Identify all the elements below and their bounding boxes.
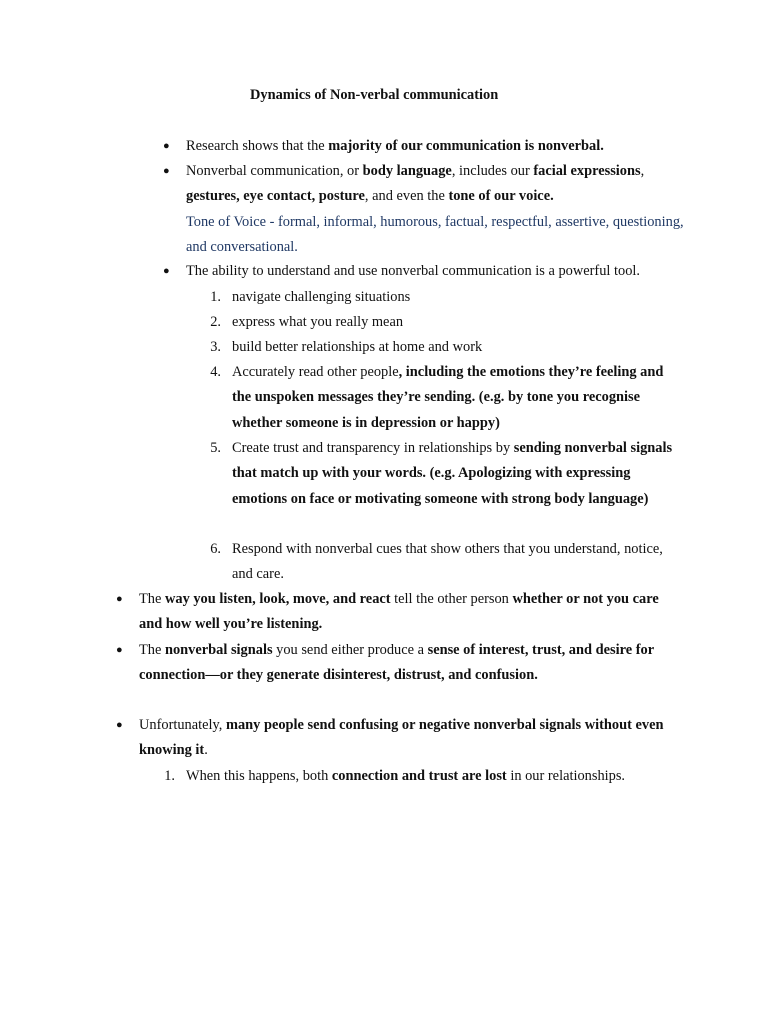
bullet-bold-text: facial expressions <box>533 163 641 179</box>
bullet-bold-text: way you listen, look, move, and react <box>164 591 391 607</box>
numbered-item <box>164 764 691 789</box>
item-text: Respond with nonverbal cues that show others that you understand, notice, and care. <box>232 541 663 583</box>
item-bold-text: connection and trust are lost <box>331 768 507 784</box>
bullet-bold-text: many people send confusing or negative nonverbal signals without even knowing it <box>139 717 664 759</box>
bullet-bold-text: tone of our voice. <box>448 188 554 205</box>
item-number: 5. <box>210 440 221 456</box>
item-number: 3. <box>210 339 221 355</box>
bullet-bold-text: gestures, eye contact, posture <box>186 188 365 205</box>
bullet-marker: ● <box>116 719 123 731</box>
bullet-bold-text: whether or not you care and how well you’re listening. <box>139 591 659 633</box>
bullet-marker: ● <box>163 140 170 152</box>
bullet-text: , includes our <box>451 163 534 179</box>
numbered-item <box>210 285 677 310</box>
bullet-marker: ● <box>163 165 170 177</box>
bullet-marker: ● <box>116 644 123 656</box>
item-text: navigate challenging situations <box>232 289 411 305</box>
numbered-item <box>210 436 677 512</box>
bullet-text: . <box>204 742 208 759</box>
bullet-item <box>163 159 691 260</box>
bullet-text: tell the other person <box>390 591 513 607</box>
bullet-bold-text: nonverbal signals <box>164 642 273 658</box>
tone-of-voice-list: - formal, informal, humorous, factual, respectful, assertive, questioning, and conversational. <box>186 213 684 255</box>
item-text: Accurately read other people <box>232 364 399 380</box>
item-bold-text: sending nonverbal signals that match up with your words. (e.g. Apologizing with expressing emotions on face or motivating someone with strong body language) <box>232 440 673 507</box>
item-number: 1. <box>210 289 221 305</box>
bullet-bold-text: body language <box>362 163 452 179</box>
bullet-text: Nonverbal communication, or <box>186 163 363 179</box>
item-bold-text: , including the emotions they’re feeling and the unspoken messages they’re sending. (e.g. by tone you recognise whether someone is in depression or happy) <box>232 364 664 431</box>
bullet-item <box>163 134 691 159</box>
item-number: 2. <box>210 314 221 330</box>
numbered-item <box>210 360 677 436</box>
item-number: 4. <box>210 364 221 380</box>
bullet-text: The ability to understand and use nonverbal communication is a powerful tool. <box>186 263 640 279</box>
bullet-item <box>163 259 691 284</box>
bullet-item <box>116 713 679 764</box>
page-title: Dynamics of Non-verbal communication <box>250 87 499 103</box>
tone-of-voice-label: Tone of Voice <box>186 213 266 230</box>
item-number: 1. <box>164 768 175 784</box>
bullet-text: The <box>139 642 165 658</box>
numbered-item <box>210 537 677 588</box>
item-number: 6. <box>210 541 221 557</box>
numbered-item <box>210 310 677 335</box>
bullet-marker: ● <box>116 593 123 605</box>
item-text: When this happens, both <box>186 768 332 784</box>
item-text: build better relationships at home and work <box>232 339 483 355</box>
item-text: express what you really mean <box>232 314 404 330</box>
item-text: Create trust and transparency in relationships by <box>232 440 514 456</box>
bullet-marker: ● <box>163 265 170 277</box>
bullet-bold-text: sense of interest, trust, and desire for connection—or they generate disinterest, distrust, and confusion. <box>139 642 654 684</box>
bullet-item <box>116 587 679 638</box>
bullet-text: , <box>640 163 645 179</box>
bullet-text: Research shows that the <box>186 138 329 154</box>
bullet-text: you send either produce a <box>272 642 428 658</box>
bullet-text: , and even the <box>364 188 449 205</box>
item-text: in our relationships. <box>506 768 626 784</box>
bullet-text: The <box>139 591 165 607</box>
bullet-text: Unfortunately, <box>139 717 226 733</box>
numbered-item <box>210 335 677 360</box>
bullet-item <box>116 638 679 689</box>
bullet-bold-text: majority of our communication is nonverbal. <box>328 138 604 154</box>
